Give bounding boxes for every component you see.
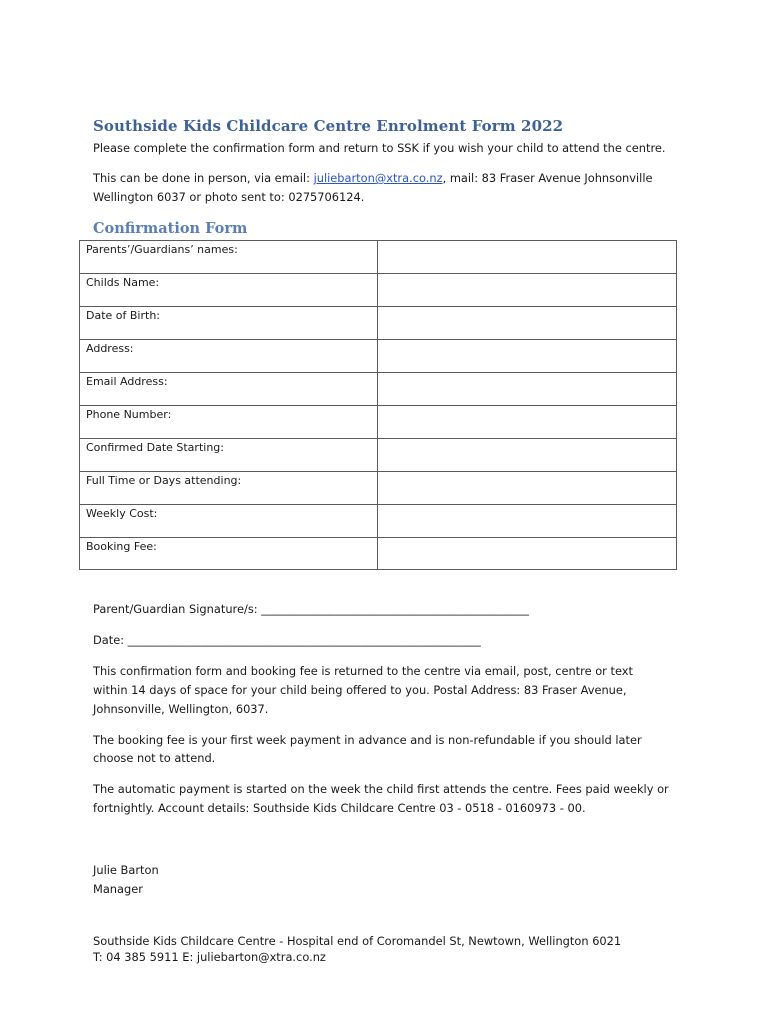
payment-paragraph-line: fortnightly. Account details: Southside Kids Childcare Centre 03 - 0518 - 0160973 - 00. — [93, 801, 586, 815]
signoff-role: Manager — [93, 882, 143, 896]
form-field-label-cell — [80, 340, 378, 373]
form-field-label-cell — [80, 307, 378, 340]
signature-line[interactable]: Parent/Guardian Signature/s: _______________________________________________ — [93, 602, 529, 616]
form-field-label-cell — [80, 373, 378, 406]
form-field-label-cell — [80, 505, 378, 538]
footer-contact: T: 04 385 5911 E: juliebarton@xtra.co.nz — [93, 950, 326, 964]
fee-paragraph-line: The booking fee is your first week payment in advance and is non-refundable if you should later — [93, 733, 642, 747]
form-field-label: Address: — [86, 342, 134, 355]
form-row — [80, 439, 677, 472]
form-field-label: Childs Name: — [86, 276, 160, 289]
form-row — [80, 241, 677, 274]
form-heading: Confirmation Form — [93, 220, 248, 237]
return-paragraph-line: This confirmation form and booking fee is returned to the centre via email, post, centre or text — [93, 664, 633, 678]
contact-line-2: Wellington 6037 or photo sent to: 0275706124. — [93, 190, 365, 204]
form-field-label-cell — [80, 439, 378, 472]
form-field-label-cell — [80, 406, 378, 439]
form-field-label: Weekly Cost: — [86, 507, 158, 520]
form-field-input[interactable] — [378, 307, 677, 340]
form-field-label-cell — [80, 241, 378, 274]
form-field-label: Booking Fee: — [86, 540, 157, 553]
email-link[interactable]: juliebarton@xtra.co.nz — [313, 171, 443, 185]
form-row — [80, 307, 677, 340]
form-field-label: Phone Number: — [86, 408, 172, 421]
form-field-input[interactable] — [378, 373, 677, 406]
form-row — [80, 274, 677, 307]
form-field-label-cell — [80, 472, 378, 505]
confirmation-form-table — [79, 240, 677, 570]
date-line[interactable]: Date: ______________________________________________________________ — [93, 633, 481, 647]
contact-line-1 — [93, 169, 653, 188]
form-field-input[interactable] — [378, 406, 677, 439]
form-field-input[interactable] — [378, 274, 677, 307]
contact-suffix: , mail: 83 Fraser Avenue Johnsonville — [442, 171, 653, 185]
footer-address: Southside Kids Childcare Centre - Hospital end of Coromandel St, Newtown, Wellington 6021 — [93, 934, 622, 948]
form-field-label: Full Time or Days attending: — [86, 474, 242, 487]
form-row — [80, 406, 677, 439]
form-field-label: Date of Birth: — [86, 309, 161, 322]
page-title: Southside Kids Childcare Centre Enrolment Form 2022 — [93, 117, 564, 135]
payment-paragraph-line: The automatic payment is started on the week the child first attends the centre. Fees paid weekly or — [93, 782, 669, 796]
fee-paragraph-line: choose not to attend. — [93, 751, 216, 765]
signoff-name: Julie Barton — [93, 863, 159, 877]
form-row — [80, 538, 677, 570]
form-field-input[interactable] — [378, 241, 677, 274]
intro-text: Please complete the confirmation form and return to SSK if you wish your child to attend the centre. — [93, 141, 666, 155]
form-field-label-cell — [80, 274, 378, 307]
return-paragraph-line: Johnsonville, Wellington, 6037. — [93, 702, 269, 716]
form-row — [80, 472, 677, 505]
form-field-label-cell — [80, 538, 378, 570]
return-paragraph-line: within 14 days of space for your child being offered to you. Postal Address: 83 Fraser Avenue, — [93, 683, 627, 697]
form-row — [80, 373, 677, 406]
form-field-label: Email Address: — [86, 375, 168, 388]
form-field-input[interactable] — [378, 538, 677, 570]
form-field-input[interactable] — [378, 439, 677, 472]
contact-prefix: This can be done in person, via email: — [93, 171, 314, 185]
form-field-input[interactable] — [378, 472, 677, 505]
form-field-input[interactable] — [378, 505, 677, 538]
form-row — [80, 340, 677, 373]
form-row — [80, 505, 677, 538]
form-field-label: Parents’/Guardians’ names: — [86, 243, 238, 256]
form-field-input[interactable] — [378, 340, 677, 373]
form-field-label: Confirmed Date Starting: — [86, 441, 224, 454]
